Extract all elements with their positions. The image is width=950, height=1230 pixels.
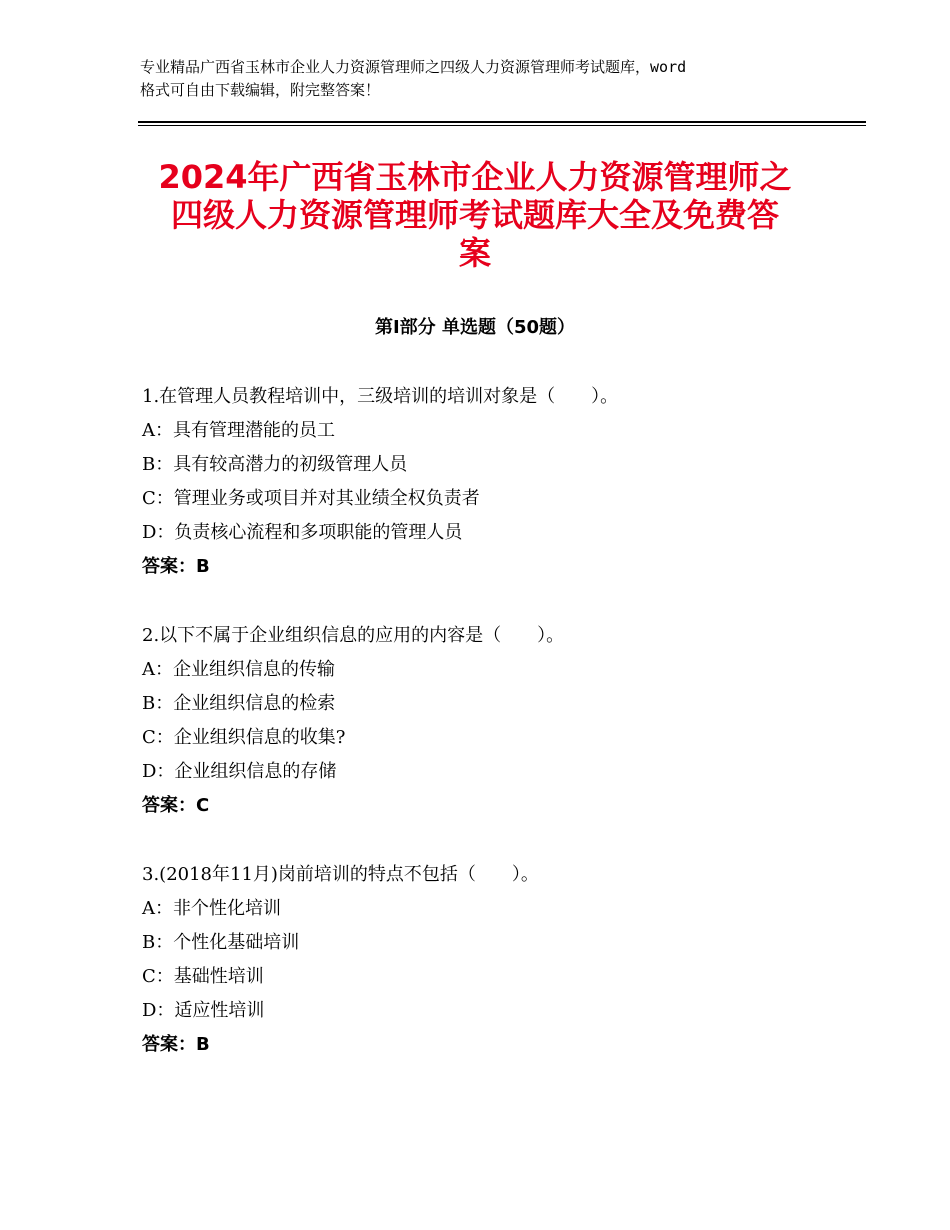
question-stem: 3.(2018年11月)岗前培训的特点不包括（ ）。 [142, 864, 539, 885]
option-b: B：企业组织信息的检索 [142, 693, 336, 714]
header-note-line-2: 格式可自由下载编辑，附完整答案！ [140, 81, 381, 99]
option-d: D：适应性培训 [142, 1000, 265, 1021]
document-title [120, 158, 830, 272]
option-a: A：具有管理潜能的员工 [142, 420, 335, 441]
section-heading: 第Ⅰ部分 单选题（50题） [374, 317, 575, 338]
document-title-line-1: 2024年广西省玉林市企业人力资源管理师之 [158, 158, 792, 196]
question-stem: 1.在管理人员教程培训中，三级培训的培训对象是（ ）。 [142, 386, 619, 407]
answer-label: 答案：C [142, 795, 210, 816]
question-stem: 2.以下不属于企业组织信息的应用的内容是（ ）。 [142, 625, 565, 646]
option-a: A：企业组织信息的传输 [142, 659, 335, 680]
header-note [140, 56, 830, 102]
question-3 [142, 858, 862, 1062]
option-c: C：基础性培训 [142, 966, 264, 987]
document-title-line-2: 四级人力资源管理师考试题库大全及免费答 [170, 196, 779, 234]
header-divider-thin [138, 125, 866, 126]
option-d: D：负责核心流程和多项职能的管理人员 [142, 522, 463, 543]
option-b: B：个性化基础培训 [142, 932, 300, 953]
option-a: A：非个性化培训 [142, 898, 281, 919]
option-b: B：具有较高潜力的初级管理人员 [142, 454, 408, 475]
answer-label: 答案：B [142, 556, 210, 577]
answer-label: 答案：B [142, 1034, 210, 1055]
document-title-line-3: 案 [458, 234, 491, 272]
header-note-line-1: 专业精品广西省玉林市企业人力资源管理师之四级人力资源管理师考试题库，word [140, 58, 687, 76]
option-d: D：企业组织信息的存储 [142, 761, 337, 782]
question-1 [142, 380, 862, 584]
question-2 [142, 619, 862, 823]
option-c: C：企业组织信息的收集? [142, 727, 346, 748]
option-c: C：管理业务或项目并对其业绩全权负责者 [142, 488, 480, 509]
header-divider-thick [138, 121, 866, 123]
